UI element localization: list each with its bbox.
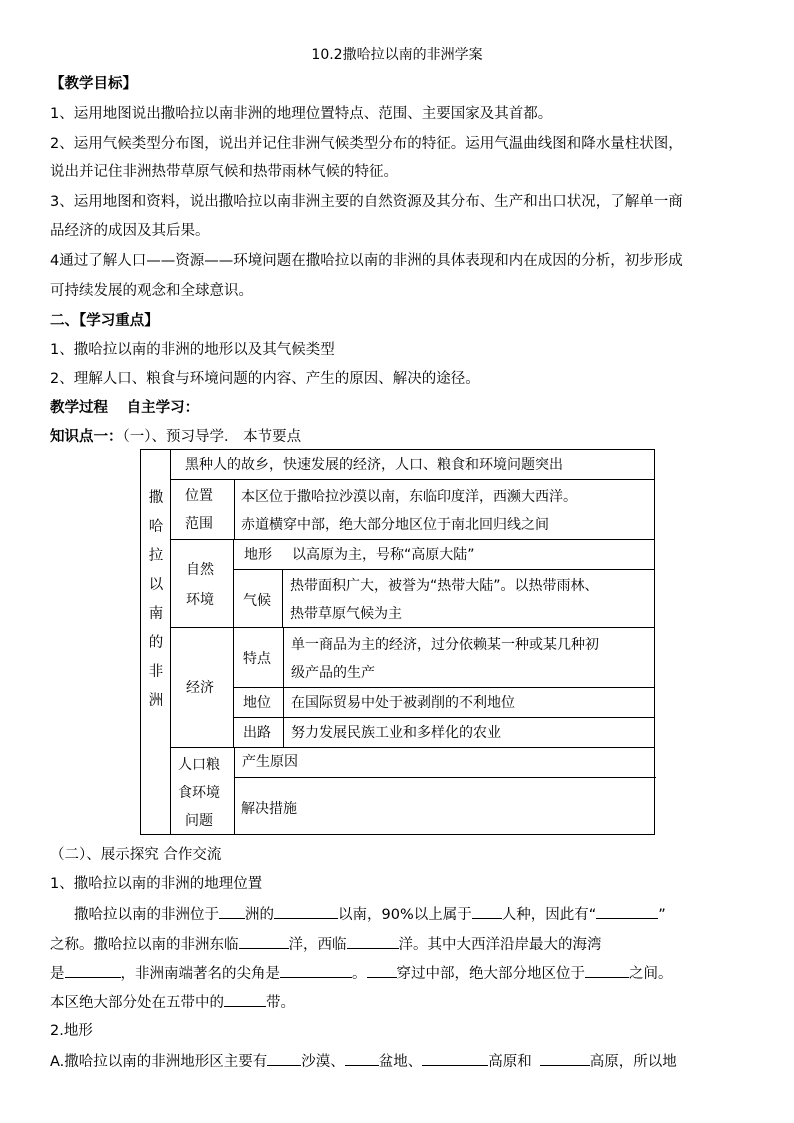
problems-label: 食环境 (178, 785, 220, 801)
position-label-cell (170, 479, 235, 540)
objective-line: 1、运用地图说出撒哈拉以南非洲的地理位置特点、范围、主要国家及其首都。 (50, 106, 553, 122)
terrain-row (233, 539, 655, 570)
feature-text: 级产品的生产 (291, 665, 375, 681)
problems-label-cell (170, 747, 235, 835)
q1-text: 洋，西临 (288, 937, 347, 953)
problems-section (170, 747, 655, 835)
q2-text: 高原和 (488, 1054, 532, 1070)
q1-text: 本区绝大部分处在五带中的 (50, 995, 224, 1011)
q1-sentence-2 (50, 934, 602, 955)
solution-label: 解决措施 (241, 801, 297, 817)
way-label-cell (233, 717, 284, 748)
answer-blank[interactable] (540, 1051, 590, 1066)
q1-heading: 1、撒哈拉以南的非洲的地理位置 (50, 876, 263, 892)
climate-text: 热带草原气候为主 (290, 606, 402, 622)
q1-text: 是 (50, 966, 65, 982)
problems-label: 问题 (185, 813, 213, 829)
q1-text: ” (658, 907, 666, 923)
headline-text: 黑种人的故乡，快速发展的经济，人口、粮食和环境问题突出 (185, 457, 563, 473)
objective-line: 说出并记住非洲热带草原气候和热带雨林气候的特征。 (50, 164, 398, 180)
section2-heading: （二）、展示探究 合作交流 (50, 847, 222, 863)
cause-label: 产生原因 (242, 754, 298, 770)
answer-blank[interactable] (345, 1051, 379, 1066)
range-text: 赤道横穿中部，绝大部分地区位于南北回归线之间 (241, 517, 549, 533)
way-label: 出路 (243, 725, 271, 741)
side-char: 非 (148, 664, 164, 680)
answer-blank[interactable] (224, 992, 266, 1007)
side-char: 以 (148, 577, 164, 593)
answer-blank[interactable] (239, 934, 289, 949)
q1-text: 洋。其中大西洋沿岸最大的海湾 (398, 937, 602, 953)
answer-blank[interactable] (367, 963, 397, 978)
key-points-heading: 二、【学习重点】 (50, 313, 159, 329)
knowledge-label: 知识点一： (50, 429, 123, 445)
climate-label: 气候 (243, 593, 271, 609)
answer-blank[interactable] (422, 1051, 488, 1066)
way-text: 努力发展民族工业和多样化的农业 (291, 725, 501, 741)
terrain-label: 地形 (244, 547, 272, 563)
terrain-text: 以高原为主，号称“高原大陆” (292, 547, 475, 563)
q1-text: 之称。撒哈拉以南的非洲东临 (50, 937, 239, 953)
answer-blank[interactable] (585, 963, 629, 978)
answer-blank[interactable] (280, 963, 352, 978)
side-char: 南 (148, 606, 164, 622)
q2-text: 高原，所以地 (589, 1054, 677, 1070)
q1-sentence-1 (74, 904, 666, 925)
side-column (140, 449, 171, 835)
status-row (233, 687, 655, 718)
q1-text: 撒哈拉以南的非洲位于 (74, 907, 219, 923)
headline-row (170, 449, 655, 480)
answer-blank[interactable] (347, 934, 399, 949)
key-point-line: 1、撒哈拉以南的非洲的地形以及其气候类型 (50, 342, 335, 358)
objective-line: 3、运用地图和资料，说出撒哈拉以南非洲主要的自然资源及其分布、生产和出口状况，了解单一商 (50, 194, 683, 210)
q2-text: 盆地、 (378, 1054, 423, 1070)
position-label: 位置 (185, 488, 213, 504)
economy-label: 经济 (186, 680, 214, 696)
process-sub: 自主学习： (126, 400, 200, 416)
position-row (170, 479, 655, 540)
key-point-line: 2、理解人口、粮食与环境问题的内容、产生的原因、解决的途径。 (50, 371, 480, 387)
side-char: 撒 (148, 490, 164, 506)
feature-label-cell (233, 627, 284, 688)
q2-text: 沙漠、 (301, 1054, 345, 1070)
answer-blank[interactable] (274, 904, 338, 919)
climate-text: 热带面积广大，被誉为“热带大陆”。以热带雨林、 (290, 578, 599, 594)
q2-text: A.撒哈拉以南的非洲地形区主要有 (50, 1054, 268, 1070)
side-char: 拉 (148, 548, 164, 564)
q1-text: 洲的 (245, 907, 274, 923)
knowledge-text: （一）、预习导学． 本节要点 (122, 429, 302, 445)
objectives-heading: 【教学目标】 (50, 76, 137, 92)
process-label: 教学过程 (50, 400, 108, 416)
answer-blank[interactable] (596, 904, 658, 919)
objective-line: 4通过了解人口——资源——环境问题在撒哈拉以南的非洲的具体表现和内在成因的分析，初步形成 (50, 253, 683, 269)
position-text: 本区位于撒哈拉沙漠以南，东临印度洋，西濒大西洋。 (241, 489, 577, 505)
q1-sentence-3 (50, 963, 673, 984)
q1-text: 带。 (266, 995, 295, 1011)
feature-row (233, 627, 655, 688)
way-row (233, 717, 655, 748)
cause-row (234, 747, 656, 778)
side-char: 洲 (148, 693, 164, 709)
status-text: 在国际贸易中处于被剥削的不利地位 (291, 695, 515, 711)
side-char: 哈 (148, 519, 164, 535)
q1-text: 之间。 (629, 966, 673, 982)
q1-text: 。 (352, 966, 367, 982)
status-label-cell (233, 687, 284, 718)
feature-label: 特点 (243, 651, 271, 667)
answer-blank[interactable] (219, 904, 245, 919)
q1-text: ，非洲南端著名的尖角是 (120, 966, 280, 982)
feature-text: 单一商品为主的经济，过分依赖某一种或某几种初 (291, 637, 599, 653)
q1-text: 以南，90%以上属于 (338, 907, 472, 923)
range-label: 范围 (185, 516, 213, 532)
nature-label: 自然 (186, 562, 214, 578)
problems-label: 人口粮 (178, 757, 220, 773)
knowledge-line (50, 427, 301, 447)
status-label: 地位 (243, 695, 271, 711)
page-title: 10.2撒哈拉以南的非洲学案 (311, 47, 483, 63)
answer-blank[interactable] (65, 963, 121, 978)
answer-blank[interactable] (267, 1051, 301, 1066)
process-line (50, 398, 199, 418)
objective-line: 可持续发展的观念和全球意识。 (50, 283, 253, 299)
objective-line: 2、运用气候类型分布图，说出并记住非洲气候类型分布的特征。运用气温曲线图和降水量柱状图， (50, 136, 683, 152)
q1-text: 人种，因此有“ (501, 907, 597, 923)
q1-text: 穿过中部，绝大部分地区位于 (396, 966, 585, 982)
answer-blank[interactable] (472, 904, 502, 919)
q2-heading: 2.地形 (50, 1023, 93, 1039)
side-char: 的 (148, 635, 164, 651)
nature-label: 环境 (186, 592, 214, 608)
climate-label-cell (233, 569, 283, 628)
q1-sentence-4 (50, 992, 295, 1013)
objective-line: 品经济的成因及其后果。 (50, 223, 210, 239)
q2-sentence-a (50, 1051, 677, 1072)
